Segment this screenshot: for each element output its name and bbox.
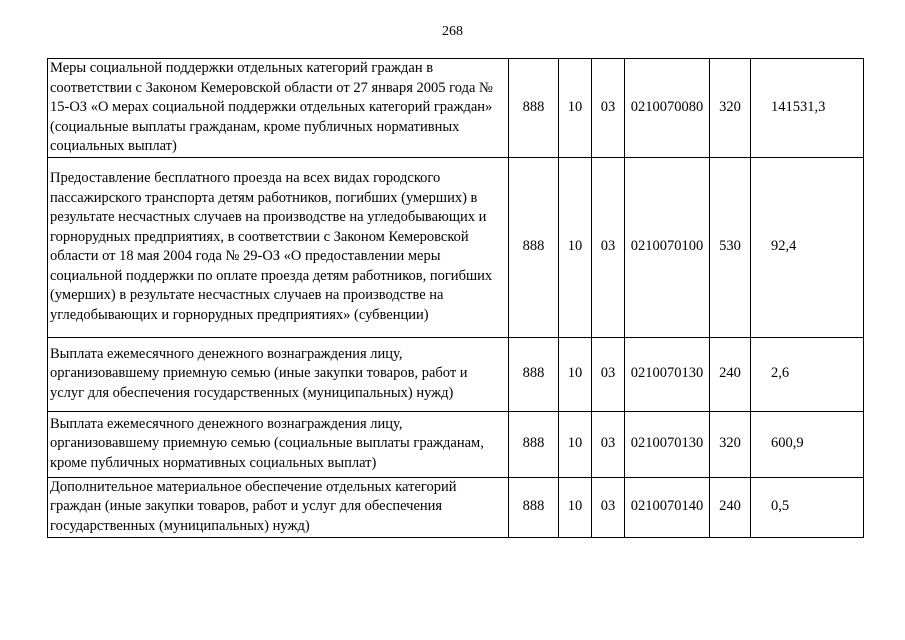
table-row [48, 411, 864, 477]
amount: 141531,3 [751, 59, 864, 158]
subsection-code: 03 [592, 411, 625, 477]
subsection-code: 03 [592, 157, 625, 337]
subsection-code: 03 [592, 59, 625, 158]
amount: 0,5 [751, 477, 864, 537]
row-description: Выплата ежемесячного денежного вознаграждения лицу, организовавшему приемную семью (социальные выплаты гражданам, кроме публичных нормативных социальных выплат) [48, 411, 509, 477]
subsection-code: 03 [592, 337, 625, 411]
amount: 600,9 [751, 411, 864, 477]
budget-table [47, 58, 864, 538]
section-code: 10 [559, 337, 592, 411]
expense-type-code: 240 [710, 337, 751, 411]
amount: 2,6 [751, 337, 864, 411]
subsection-code: 03 [592, 477, 625, 537]
table-row [48, 477, 864, 537]
amount: 92,4 [751, 157, 864, 337]
ministry-code: 888 [509, 337, 559, 411]
expense-type-code: 320 [710, 411, 751, 477]
target-article-code: 0210070080 [625, 59, 710, 158]
expense-type-code: 240 [710, 477, 751, 537]
section-code: 10 [559, 477, 592, 537]
row-description: Выплата ежемесячного денежного вознаграждения лицу, организовавшему приемную семью (иные закупки товаров, работ и услуг для обеспечения государственных (муниципальных) нужд) [48, 337, 509, 411]
expense-type-code: 320 [710, 59, 751, 158]
target-article-code: 0210070140 [625, 477, 710, 537]
section-code: 10 [559, 157, 592, 337]
ministry-code: 888 [509, 157, 559, 337]
expense-type-code: 530 [710, 157, 751, 337]
target-article-code: 0210070100 [625, 157, 710, 337]
target-article-code: 0210070130 [625, 337, 710, 411]
table-row [48, 59, 864, 158]
row-description: Предоставление бесплатного проезда на всех видах городского пассажирского транспорта детям работников, погибших (умерших) в результате несчастных случаев на производстве на угледобывающих и горнорудных предприятиях, в соответствии с Законом Кемеровской области от 18 мая 2004 года № 29-ОЗ «О предоставлении меры социальной поддержки по оплате проезда детям работников, погибших (умерших) в результате несчастных случаев на производстве на угледобывающих и горнорудных предприятиях» (субвенции) [48, 157, 509, 337]
ministry-code: 888 [509, 411, 559, 477]
target-article-code: 0210070130 [625, 411, 710, 477]
section-code: 10 [559, 59, 592, 158]
table-row [48, 157, 864, 337]
ministry-code: 888 [509, 59, 559, 158]
ministry-code: 888 [509, 477, 559, 537]
section-code: 10 [559, 411, 592, 477]
page-number: 268 [442, 24, 463, 39]
table-row [48, 337, 864, 411]
row-description: Меры социальной поддержки отдельных категорий граждан в соответствии с Законом Кемеровской области от 27 января 2005 года № 15-ОЗ «О мерах социальной поддержки отдельных категорий граждан» (социальные выплаты гражданам, кроме публичных нормативных социальных выплат) [48, 59, 509, 158]
row-description: Дополнительное материальное обеспечение отдельных категорий граждан (иные закупки товаров, работ и услуг для обеспечения государственных (муниципальных) нужд) [48, 477, 509, 537]
